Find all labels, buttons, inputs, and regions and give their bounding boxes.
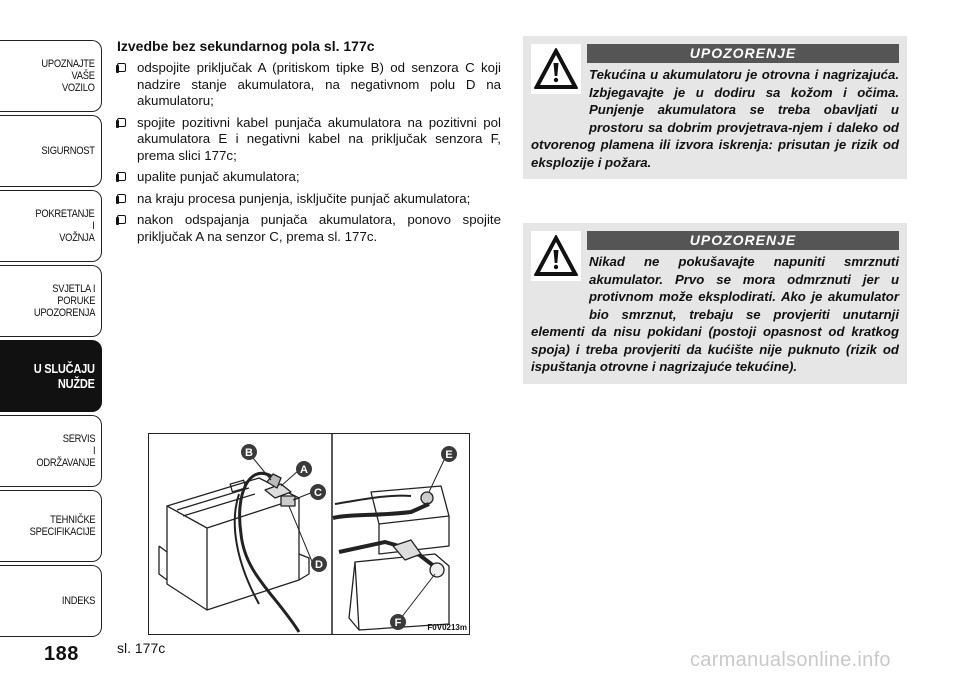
checkbox-bullet-icon bbox=[117, 194, 126, 203]
svg-text:B: B bbox=[245, 447, 253, 459]
checkbox-bullet-icon bbox=[117, 118, 126, 127]
warning-box-1 bbox=[523, 36, 907, 179]
warning-triangle-icon bbox=[531, 231, 581, 281]
tab-label: INDEKS bbox=[61, 595, 95, 607]
checkbox-bullet-icon bbox=[117, 172, 126, 181]
callout-e bbox=[441, 446, 457, 462]
callout-d bbox=[311, 556, 327, 572]
svg-text:E: E bbox=[445, 449, 453, 461]
tab-svjetla-i-poruke[interactable] bbox=[0, 265, 102, 337]
tab-label: TEHNIČKE SPECIFIKACIJE bbox=[29, 514, 95, 538]
tab-upoznajte-vase-vozilo[interactable] bbox=[0, 40, 102, 112]
callout-a bbox=[296, 461, 312, 477]
svg-text:A: A bbox=[300, 464, 308, 476]
battery-figure bbox=[148, 433, 470, 635]
checkbox-bullet-icon bbox=[117, 63, 126, 72]
figure-code: F0V0213m bbox=[427, 623, 467, 632]
step-text: nakon odspajanja punjača akumulatora, ponovo spojite priključak A na senzor C, prema sl. 177c. bbox=[137, 212, 501, 244]
tab-label: SIGURNOST bbox=[41, 145, 95, 157]
section-title: Izvedbe bez sekundarnog pola sl. 177c bbox=[117, 38, 375, 54]
step-text: odspojite priključak A (pritiskom tipke B) od senzora C koji nadzire stanje akumulatora, na negativnom polu D na akumulatoru; bbox=[137, 60, 501, 108]
callout-b bbox=[241, 444, 257, 460]
watermark: carmanualsonline.info bbox=[690, 649, 891, 671]
warning-header: UPOZORENJE bbox=[587, 44, 899, 63]
tab-label: POKRETANJE I VOŽNJA bbox=[35, 208, 95, 244]
figure-caption: sl. 177c bbox=[117, 640, 166, 656]
tab-pokretanje-i-voznja[interactable] bbox=[0, 190, 102, 262]
tab-tehnicke-specifikacije[interactable] bbox=[0, 490, 102, 562]
list-item bbox=[117, 191, 501, 208]
svg-text:F: F bbox=[394, 617, 402, 629]
steps-list bbox=[117, 60, 501, 245]
tab-label: SVJETLA I PORUKE UPOZORENJA bbox=[33, 283, 95, 319]
tab-label: UPOZNAJTE VAŠE VOZILO bbox=[41, 58, 95, 94]
callout-c bbox=[310, 484, 326, 500]
checkbox-bullet-icon bbox=[117, 215, 126, 224]
tab-indeks[interactable] bbox=[0, 565, 102, 637]
callout-f bbox=[390, 614, 406, 630]
list-item bbox=[117, 169, 501, 186]
warning-text: Tekućina u akumulatoru je otrovna i nagrizajuća. Izbjegavajte je u dodiru sa kožom i očima. Punjenje akumulatora se treba obavljati u prostoru sa dobrim provjetrava-njem i daleko od otvorenog plamena ili izvora iskrenja: prisutan je rizik od eksplozije i požara. bbox=[531, 67, 899, 170]
svg-text:D: D bbox=[315, 559, 323, 571]
list-item bbox=[117, 115, 501, 165]
instructions-section bbox=[117, 38, 501, 250]
tab-label: U SLUČAJU NUŽDE bbox=[34, 361, 95, 391]
warning-header: UPOZORENJE bbox=[587, 231, 899, 250]
tab-sigurnost[interactable] bbox=[0, 115, 102, 187]
list-item bbox=[117, 60, 501, 110]
tab-label: SERVIS I ODRŽAVANJE bbox=[36, 433, 95, 469]
step-text: na kraju procesa punjenja, isključite punjač akumulatora; bbox=[137, 190, 471, 206]
tab-servis-i-odrzavanje[interactable] bbox=[0, 415, 102, 487]
svg-text:C: C bbox=[314, 487, 322, 499]
step-text: spojite pozitivni kabel punjača akumulatora na pozitivni pol akumulatora E i negativni kabel na priključak senzora F, prema slici 177c; bbox=[137, 114, 501, 163]
warning-triangle-icon bbox=[531, 44, 581, 94]
page-number: 188 bbox=[44, 643, 79, 665]
tab-u-slucaju-nuzde[interactable] bbox=[0, 340, 102, 412]
list-item bbox=[117, 212, 501, 245]
warning-text: Nikad ne pokušavajte napuniti smrznuti akumulator. Prvo se mora odmrznuti jer u protivnom može eksplodirati. Ako je akumulator bio smrznut, trebaju se provjeriti unutarnji elementi da nisu pokidani (postoji opasnost od kratkog spoja) i treba provjeriti da kućište nije puknuto (rizik od ispuštanja otrovne i nagrizajuće tekućine). bbox=[531, 254, 899, 374]
warning-box-2 bbox=[523, 223, 907, 384]
step-text: upalite punjač akumulatora; bbox=[137, 169, 300, 184]
battery-illustration bbox=[149, 434, 469, 634]
